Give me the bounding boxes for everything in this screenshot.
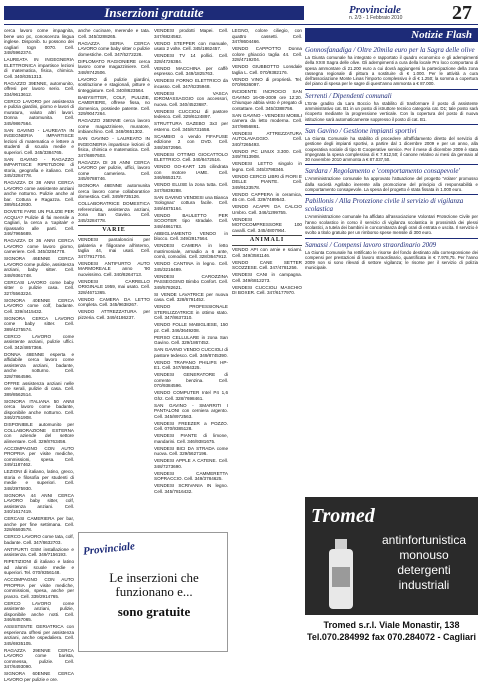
news-body: L'Ente gradito da Lara Boccio ha stabilito di trasformare il posto di assistente amministrativo cat. B1 in un posto di istruttore tecnico categoria cat. D1; tale posto sarà ricoperto mediante la progressione verticale. Con la copertura del posto di nuova istituzione sarà automaticamente soppresso il posto di cat. B1. <box>305 100 478 122</box>
classified-ad: SAN GAVINO - LAUREATO IN INGEGNERIA impartisce lezioni di fisica, chimica e matematica. Cell. 347/6897503. <box>78 136 150 158</box>
news-body: La Giunta Comunale ha stabilito di procedere all'affidamento diretto del servizio di gestione degli impianti sportivi, a partire dal 1 dicembre 2009 e per un anno, alla cooperativa sociale di tipo B Cooperative service. Per il mese di dicembre 2009 è stata impegnata la spesa complessiva di € 7.912,50; il canone relativo ai mesi da gennaio al 30 novembre 2010 ammonta a € 87.037,50. <box>305 135 478 163</box>
classified-ad: SI VENDE LAVATRICE per nuova casa. Cell. 328/6791452. <box>154 291 228 302</box>
classified-ad: VENDESI CANI in campagna. Cell. 349/6812273. <box>232 272 302 283</box>
classified-ad: SCAMBIO o vendo FIFAFUSE edizione 2 con DVD. Cell. 348/3672956. <box>154 133 228 150</box>
classified-ad: VENDO CAPPERA in ceramica, 45 cm. Cell. 329/7489543. <box>232 191 302 202</box>
classified-ad: RAGAZZA DI 38 ANNI CERCA LAVORO come assistente anziani anche notturno. Pulizie anche al bar. Cottura e Ragazza. Cell. 389/5142930. <box>4 180 74 207</box>
classified-ad: RAGAZZO 39ENNE, automunito, offresi per lavoro serio. Cell. 334/9613612. <box>4 80 74 97</box>
classified-ad: PERSO CELLULARE in zona San Gavino. Cell. 329/1867452. <box>154 334 228 345</box>
classified-ad: VENDO BAULETTO PER SCOOTER tipo stradale. Cell. 348/4861783. <box>154 212 228 229</box>
classified-ad: VENDO API con arnie e sciami. Cell. 349/3581146. <box>232 247 302 258</box>
classified-ad: VENDESI BICI DA STRADA come nuova. Cell. 329/5627196. <box>154 445 228 456</box>
classified-ad: SAN GAVINO - RAGAZZO IMPARTISCE RIPETIZIONI di storia, geografia e italiano. Cell. 345/3284778. <box>4 156 74 178</box>
classified-ad: cerca lavoro come impagnita, bene uso pc, conoscenza lingua inglese. Disponib. tu possono dei cagliari togn 0070. Cell. 348/5962374. <box>4 28 74 55</box>
classified-ad: VENDO CAPPOTTO Donna colore ghiaccio taglia 44. Cell. 328/4719204. <box>232 46 302 62</box>
classified-ad: VENDESI ATTREZZATURA AUTOLAVAGGIO. Cell. 340/7265493. <box>232 130 302 147</box>
classified-ad: VENDO PC LINUX 3.300. Cell. 349/7813908. <box>232 148 302 159</box>
classified-ad: VENDO PROFESSIONALE STERILIZZATRICE in ottimo stato. Cell. 347/8637310. <box>154 304 228 320</box>
promo-line-1: Le inserzioni che funzionano e... <box>109 570 199 599</box>
classified-ad: VENDESI CUCCIOLI di pastore tedesco. Cell. 329/6124897. <box>154 108 228 119</box>
classified-ad: INCIDENTE INCROCIO SAN GAVINO 16-09-2009 ore 12:20. Chiunque abbia visto è pregato di contattare. Cell. 345/3388756. <box>232 89 302 111</box>
classified-ad: RAGAZZA SERIA CERCA LAVORO come baby sitter o pulizie domestiche. Cell. 347/5272226. <box>78 40 150 57</box>
classified-ad: VENDO GO-KART 125 cilindrata con motore IAME. Cell. 346/8653172. <box>154 164 228 180</box>
classified-ad: VENDO STEPPER con manuale, usato 2 volte. Cell. 345/1862457. <box>154 40 228 51</box>
news-column <box>305 44 478 494</box>
ads-column-2-varie <box>78 237 150 320</box>
classified-ad: VENDESI CUCCIOLI MASCHIO DI BOXER. Cell. 347/6177970. <box>232 284 302 295</box>
classified-ad: RAGAZZO 25ENNE cerca lavoro come magazziniere, muratore, imbianchino. Cell. 348/0651302. <box>78 118 150 134</box>
ad-logo: Tromed <box>311 505 375 527</box>
classified-ad: VENDESI PIANTE di limone, mandarini. Cell. 346/9381675. <box>154 433 228 444</box>
ad-phone: Tel.070.284992 fax 070.284072 - Cagliari <box>307 632 476 642</box>
classified-ad: VENDO GIUBBOTTO Lonsdale taglia L. Cell. 070/9382176. <box>232 64 302 75</box>
classified-ad: LAVORO di pulizie giardini, sostituzione e stagionali, pitture e tinteggiature. Cell. 340/8623564. <box>78 76 150 93</box>
classified-ad: SIGNORA 46ENNE CERCA LAVORO come pulizie, assistenza anziani, baby sitter. Cell. 348/9361748. <box>4 256 74 278</box>
news-headline: Sardara / Regolamento e 'comportamento consapevole' <box>305 167 460 176</box>
classified-ad: VENDESI OTTIMO GIOCATTOLO ELETTRICO. Cell. 340/8472516. <box>154 151 228 162</box>
advertisement <box>305 497 478 653</box>
classified-ad: LEZIONI di italiano, latino, greco, storia e filosofia per studenti di medie e superiori. Cell. 348/2975930. <box>4 469 74 491</box>
classified-ad: VENDESI CAROZZINA PASSEGGINO Bimbo Confort. Cell. 349/5782621. <box>154 273 228 290</box>
section-divider <box>78 225 150 226</box>
promo-logo: Provinciale <box>82 540 136 558</box>
ad-slogan: antinfortunistica monouso detergenti industriali <box>381 533 467 592</box>
classified-ad: SIGNORA 44 ANNI CERCA LAVORO baby sitter, colf, assistenza anziani. Cell. 340/1617419. <box>4 492 74 514</box>
classified-ad: DISPONIBILE automunito per COLLABORAZIONE ESTERNA con aziende del settore alimentare. Cell. 329/8763456. <box>4 422 74 444</box>
classified-ad: VENDO ATTREZZATURA per pizzeria. Cell. 349/4186237. <box>78 309 150 320</box>
classified-ad: VENDO CANTINA in legno. Cell. 345/3216489. <box>154 261 228 272</box>
classified-ad: VENDESI MOTOCOMPRESSORE 100 cavalli. Cell. 345/4807964. <box>232 216 302 233</box>
classified-ad: VENDO TRAPANO PHILIPS HP-E1. Cell. 347/6984325. <box>154 359 228 370</box>
classified-ad: ACCOMPAGNO CON AUTO PROPRIA per visite mediche, commissioni, spesa, anche per pranzo. Cell. 339/2914765. <box>4 577 74 599</box>
classified-ad: SAN GAVINO VENDO CUCCIOLI di pastore tedesco. Cell. 349/8745390. <box>154 347 228 358</box>
classified-ad: DONNA 48ENNE esperta e affidabile cerca lavoro come assistenza anziani, badante, anche notturno. Cell. 328/7864596. <box>4 351 74 379</box>
page-header <box>4 4 478 26</box>
classified-ad: VENDESI CAMMERETTA SOPRACCIO. Cell. 349/3784625. <box>154 470 228 481</box>
issue-date: n. 2/3 - 1 Febbraio 2010 <box>349 15 403 21</box>
classified-ad: VENDO CERCO LIBRI di FIORI E DELLE PIANTE. Cell. 349/9123578. <box>232 173 302 190</box>
classified-ad: VENDESI ANTIFURTO AUTO MARMOREALE anno '90 nuovissimo. Cell. 340/8264713. <box>78 260 150 277</box>
ads-column-2 <box>78 28 150 320</box>
ads-column-4-animali <box>232 247 302 296</box>
classified-ad: RAGAZZA DI 26 ANNI CERCA LAVORO per pulizie, uffici, lavoro come cameriera. Cell. 345/9788746. <box>78 159 150 181</box>
classified-ad: VENDESI VASCA IDROMASSAGGIO con accessori, nuova. Cell. 340/4523687. <box>154 90 228 107</box>
classified-ad: ANTIFURTI GSM installazione e assistenza. Cell. 349/7156193. <box>4 546 74 557</box>
news-divider <box>305 124 478 125</box>
classified-ad: SIGNORA 60ENNE CERCA LAVORO per pulizie e ore. <box>4 671 74 682</box>
page-number: 27 <box>452 2 472 24</box>
classified-ad: RIPETIZIONI di italiano e latino ad alunni scuole medie e superiori. Tel. 070/9356148. <box>4 559 74 575</box>
ads-column-1 <box>4 28 74 682</box>
classified-ad: VENDESI FORNO ELETTRICO da incasso. Cell. 347/6235948. <box>154 78 228 89</box>
classified-ad: DIPLOMATO RAGIONIERE cerca lavoro come magazziniere. Cell. 348/8742506. <box>78 58 150 75</box>
news-headline: Gonnosfanadiga / Oltre 20mila euro per la Sagra delle olive <box>305 46 475 54</box>
news-headline: Pabillonis / Alla Protezione civile il servizio di vigilanza scolastica <box>305 197 464 214</box>
news-body: La Giunta comunale ha integrato e rapportato il quadro economico e gli adempimenti della XXIII Sagra delle olive. Gli adempimenti a cura della locale Pro loco comportano di spesa ammontare di 21.200 euro a cui dovrà aggiungersi la partecipazione della zona rassegna regionale di pittura a sostituire di € 1.000. Per le attività a cura dell'associazione Monte Linas l'importo complessivo è di € 1.250; la somma a copertura del piano di spesa per le sagre di quest'anno ammonta a € 87.000. <box>305 55 478 87</box>
section-divider <box>78 235 150 236</box>
classified-ad: VENDO ELUSE la zona tutta. Cell. 347/5839288. <box>154 182 228 193</box>
news-divider <box>305 238 478 239</box>
classified-ad: STRUTTURA GAZEBO 3x3 per esterno. Cell. 345/6731658. <box>154 121 228 132</box>
ad-footer <box>305 615 478 653</box>
classified-ad: VENDESI CAMERA in letto matrimoniale, armadio a 6 ante, comò, comodini. Cell. 328/3647912. <box>154 243 228 259</box>
classified-ad: VENDESI CARRELLO ORIGINALE 1959, mai usato. Cell. 328/4671365. <box>78 278 150 295</box>
ad-address: Tromed s.r.l. Viale Monastir, 138 <box>323 620 460 630</box>
classified-ad: VENDO CANE SETTER SCOZZESE. Cell. 347/4781256. <box>232 259 302 270</box>
classified-ad: CERCO LAVORO come assistente anziani, pulizie, disponibile anche notti. Cell. 346/8457065. <box>4 600 74 622</box>
classified-ad: CERCO LAVORO per assistenza e pulizia giardini, giorno e lavori di muratura, valuto altri lavori. Donna automunita. Cell. 345/9867564. <box>4 98 74 126</box>
header-rule <box>4 24 478 25</box>
promo-line-2: sono gratuite <box>117 604 191 619</box>
promo-box <box>78 532 228 652</box>
classified-ad: SAN GAVINO VENDESI una Bianca 'Solognac' cottura facile. Cell. 349/4875164. <box>154 194 228 211</box>
news-headline: Samassi / Compensi lavoro straordinario 2009 <box>305 240 437 249</box>
news-divider <box>305 194 478 195</box>
classified-ad: RAGAZZA 29ENNE CERCA LAVORO come barista, commessa, pulizie. Cell. 347/6493090. <box>4 647 74 669</box>
classified-ad: SAN GAVINO - LAUREATA IN INGEGNERIA IMPARTISCE lezioni di matematica e lettere a studenti di scuola medie e superiori. Cell. 345/3384765. <box>4 127 74 155</box>
classified-ad: VENDESI prodotti Mapei. Cell. 347/6824562. <box>154 28 228 39</box>
section-heading-varie: VARIE <box>102 226 126 233</box>
classified-ad: VENDO ACAPPI DA CALCIO Umbro. Cell. 346/1299755. <box>232 204 302 215</box>
classified-ad: RAGAZZA DI 36 ANNI CERCA LAVORO come lavoro giorno, cameriere. Cell. 345/3284778. <box>4 238 74 254</box>
newspaper-logo: Provinciale <box>349 4 401 16</box>
classified-ad: VENDESI LETTO singolo in legno. Cell. 345/3798346. <box>232 161 302 172</box>
news-body: L'Amministrazione comunale ha approvato l'attuazione del progetto 'Volare' promosso dalla società Agrilabo inerente alla promozione del principio di responsabilità e comportamento consapevole. La spesa del progetto è stata fissata in 1.000 euro. <box>305 176 478 193</box>
classified-ad: SIGNORA ITALIANA 50 ANNI cerca lavoro come badante, disponibile anche notturno. Cell. 346/2751908. <box>4 398 74 420</box>
classified-ad: VENDO CAMERA DA LETTO completa. Cell. 345/9638267. <box>78 296 150 307</box>
classified-ad: SIGNORA 46ENNE automunita cerca lavoro come collaboratrice domestica. Cell. 349/9735126. <box>78 183 150 199</box>
classified-ad: SIGNORA CERCA LAVORO come baby sitter. Cell. 389/4275574. <box>4 315 74 332</box>
news-headline: Serrenti / Dipendenti comunali <box>305 91 392 100</box>
classified-ad: CERCASI LAVORO come baby sitter o pulizie casa. Cell. 327/5563224. <box>4 279 74 296</box>
section-divider <box>232 235 302 236</box>
classified-ad: COLLABORATRICE DOMESTICA referenziata, assistenza anziani, zona San Gavino. Cell. 345/3284778. <box>78 201 150 223</box>
classified-ad: ASSISTENTE GERIATRICA con esperienza offresi per assistenza anziani, anche ospedaliera. Cell. 345/6935105. <box>4 624 74 646</box>
classified-ad: CERCASI CAMERIERA per bar, anche per fine settimana. Cell. 328/6593578. <box>4 516 74 532</box>
classified-ad: ACCOMPAGNO CON AUTO PROPRIA per visite mediche, commissioni, spesa. Cell. 349/1187462. <box>4 445 74 467</box>
classified-ad: SIGNORA 40ENNE CERCA LAVORO come colf, badante. Cell. 339/4415432. <box>4 297 74 314</box>
classified-ad: LAUREATA IN INGEGNERIA ELETTRONICA impartisce lezioni di matematica, fisica, chimica. Cell. 340/6351313. <box>4 57 74 79</box>
classified-ad: CERCO LAVORO come assistente anziani, pulizie uffici. Cell. 342/4857366. <box>4 333 74 350</box>
ads-column-4 <box>232 28 302 648</box>
classified-ad: OFFRE assistenza anziani nelle ore serali, pulizie di casa. Cell. 389/8562514. <box>4 380 74 397</box>
classified-ad: DOVETE FARE UN PULIZIE PER ACQUA? Pulizie di fai mensile a Cagliari, la cerca a 'capitale' e ripassarlo alle parti. Cell. 346/7965689. <box>4 209 74 236</box>
classified-ad: ABBIGLIAMENTO VENDO in blocco. Cell. 349/2917564. <box>154 230 228 241</box>
news-headline: San Gavino / Gestione impianti sportivi <box>305 126 417 135</box>
bottle-icon <box>319 537 363 611</box>
news-divider <box>305 89 478 90</box>
classified-ad: SAN GAVINO - SMARRITI I PANTALONI con cerniera argento. Cell. 345/8972563. <box>154 402 228 419</box>
classified-ad: VENDO VINO di proprietà. Tel. 070/9536097. <box>232 76 302 87</box>
classified-ad: LEGNO, colore ciliegio, con quattro cassetti. Cell. 347/8604466. <box>232 28 302 44</box>
section-divider <box>232 245 302 246</box>
classified-ad: BABYSITTER, COLF, PULIZIE, CAMERIERE, offrese fissa, no domenica, possiede patente. Cell. 329/9047264. <box>78 94 150 116</box>
classified-ad: VENDO MACCHINA per caffè espresso. Cell. 349/1825763. <box>154 65 228 76</box>
notizie-flash-banner: Notizie Flash <box>305 28 478 42</box>
news-body: La Giunta Comunale ha rettificato le risorse del fondo destinato alla corresponsione dei compensi per prestazioni di lavoro straordinario, quantificata in € 7.978,75. Per l'anno 2009 non si sono rilevati di settore vigilanza; le risorse per il servizio di polizia municipale. <box>305 249 478 271</box>
news-divider <box>305 164 478 165</box>
section-heading-animali: ANIMALI <box>249 236 285 243</box>
news-body: L'Amministrazione comunale ha affidato all'associazione Volontari Protezione Civile per l'anno scolastico in corso il servizio di vigilanza scolastica in prossimità dei plessi scolastici, a tutela dei bambini in concomitanza degli orari di entrata e uscita. Il servizio è svolto a titolo gratuito per un rimborso spese mensile di 300 euro. <box>305 214 478 236</box>
classified-ad: VENDESI APPLE A CATENE. Cell. 348/7273690. <box>154 458 228 469</box>
classified-ad: VENDESI SCRIVANIA IN legno. Cell. 345/7816432. <box>154 483 228 494</box>
classified-ad: VENDESI FREEZER a POZZO. Cell. 070/9385128. <box>154 420 228 431</box>
classified-ad: SAN GAVINO - VENDESI MOBILI camera da letto moderna. Cell. 347/9856861. <box>232 112 302 129</box>
classified-ad: VENDO FOLLE MABIGLIESE, 150 pz. Cell. 346/3649208. <box>154 322 228 333</box>
classified-ad: VENDO COMPUTER Intel P4 1,6 Ghz. Cell. 328/7698461. <box>154 390 228 401</box>
classified-ad: VENDESI pantaloncini per galateria e filigorane all'interno, taglia 44, mai usati. Cell. 347/7917704. <box>78 237 150 259</box>
ads-column-4-varie <box>232 28 302 233</box>
section-title: Inserzioni gratuite <box>4 6 304 20</box>
classified-ad: VENDESI GENERATORE di corrente benzina. Cell. 070/9384596. <box>154 372 228 388</box>
classified-ad: CERCO LAVORO come tata, colf, badante. Cell. 347/8632703. <box>4 534 74 545</box>
ads-column-2-lavoro <box>78 28 150 223</box>
classified-ad: VENDESI TV 14 pollici. Cell. 328/4726384. <box>154 53 228 64</box>
classified-ad: anche cucinare, merende e tata. Cell. 345/3288265. <box>78 28 150 39</box>
